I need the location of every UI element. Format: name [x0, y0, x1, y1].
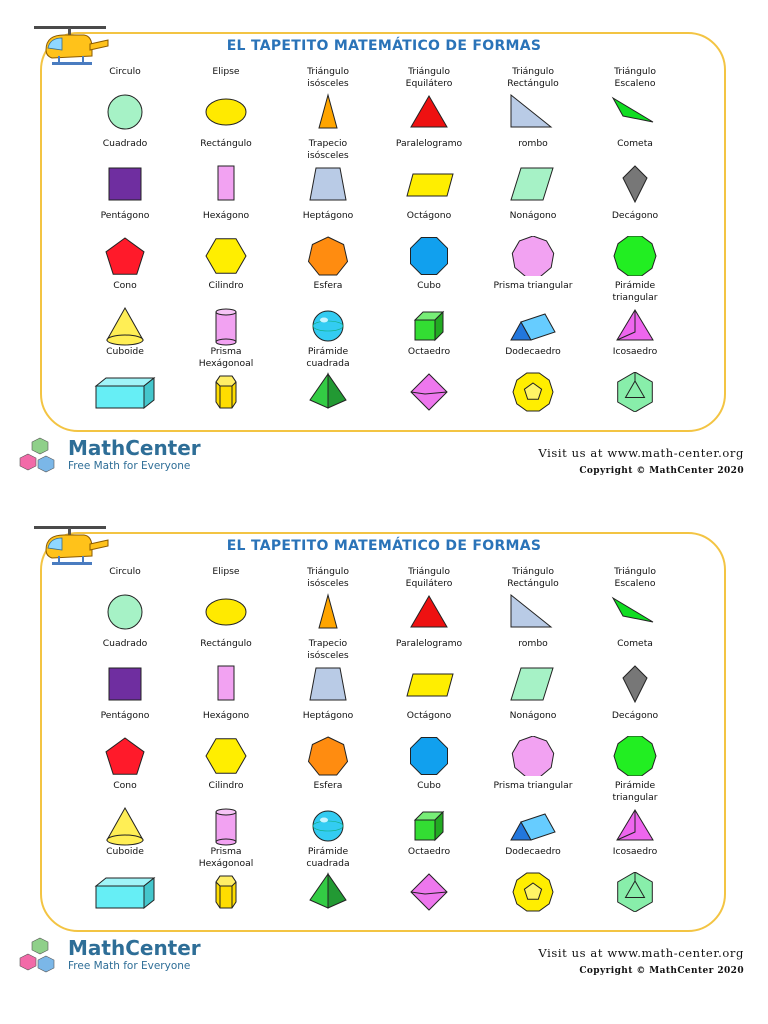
shape-label: Cuadrado — [102, 138, 148, 149]
shape-label: Octaedro — [407, 346, 451, 357]
shape-label: Icosaedro — [612, 846, 658, 857]
shape-label: Paralelogramo — [395, 138, 463, 149]
shape-label: Octágono — [406, 210, 452, 221]
shape-label: rombo — [518, 138, 548, 149]
shape-label: Dodecaedro — [505, 346, 561, 357]
shape-cell-cono — [70, 780, 180, 846]
shape-label: Pentágono — [100, 710, 150, 721]
dodecahedron-icon — [511, 372, 555, 412]
shape-label: Cono — [113, 280, 137, 291]
brand-name: MathCenter — [68, 436, 201, 460]
shape-cell-triangulo-rectangulo — [478, 566, 588, 632]
shape-label: Hexágono — [202, 210, 250, 221]
shape-label: Nonágono — [509, 710, 557, 721]
shape-cell-decagono — [580, 210, 690, 276]
shape-cell-triangulo-equilatero — [374, 566, 484, 632]
shape-cell-triangulo-isosceles — [273, 566, 383, 632]
shape-label: Decágono — [611, 710, 659, 721]
shape-cell-cuadrado — [70, 138, 180, 204]
shape-cell-triangulo-equilatero — [374, 66, 484, 132]
trapezoid-icon — [306, 664, 350, 704]
parallelogram-icon — [403, 664, 455, 704]
sphere-icon — [306, 306, 350, 346]
right-triangle-icon — [507, 592, 559, 632]
shape-cell-cubo — [374, 780, 484, 846]
shape-cell-piramide-triangular — [580, 280, 690, 346]
worksheet-top — [0, 0, 768, 500]
shape-cell-cometa — [580, 638, 690, 704]
shape-cell-triangulo-escaleno — [580, 566, 690, 632]
square-pyramid-icon — [306, 372, 350, 412]
shape-cell-dodecaedro — [478, 346, 588, 412]
shape-label: Elipse — [212, 566, 240, 577]
shape-label: Esfera — [313, 280, 343, 291]
page-title: EL TAPETITO MATEMÁTICO DE FORMAS — [226, 538, 542, 554]
triangular-pyramid-icon — [613, 806, 657, 846]
shape-cell-piramide-cuadrada — [273, 846, 383, 912]
shape-label: Circulo — [109, 66, 141, 77]
shape-label: Cono — [113, 780, 137, 791]
octahedron-icon — [407, 872, 451, 912]
shape-label: Triángulo isósceles — [307, 566, 349, 589]
hexagonal-prism-icon — [204, 872, 248, 912]
shape-label: Octaedro — [407, 846, 451, 857]
worksheet-bottom — [0, 500, 768, 1000]
dice-logo-icon — [18, 936, 62, 976]
pentagon-icon — [103, 236, 147, 276]
parallelogram-icon — [403, 164, 455, 204]
heptagon-icon — [306, 236, 350, 276]
equilateral-triangle-icon — [407, 592, 451, 632]
rhombus-icon — [507, 664, 559, 704]
shape-cell-cuadrado — [70, 638, 180, 704]
shape-label: Circulo — [109, 566, 141, 577]
dodecahedron-icon — [511, 872, 555, 912]
shape-cell-elipse — [171, 66, 281, 132]
shape-label: Icosaedro — [612, 346, 658, 357]
shape-cell-rombo — [478, 138, 588, 204]
shape-cell-rombo — [478, 638, 588, 704]
shape-label: Cuboide — [106, 846, 144, 857]
shape-label: Pirámide triangular — [612, 280, 658, 303]
shape-label: Prisma triangular — [493, 280, 573, 291]
nonagon-icon — [511, 236, 555, 276]
shape-label: Heptágono — [302, 710, 354, 721]
shape-cell-hexagono — [171, 210, 281, 276]
sphere-icon — [306, 806, 350, 846]
shape-cell-prisma-triangular — [478, 780, 588, 846]
rectangle-icon — [204, 164, 248, 204]
shape-cell-cuboide — [70, 846, 180, 912]
brand-name: MathCenter — [68, 936, 201, 960]
hexagonal-prism-icon — [204, 372, 248, 412]
shape-cell-cuboide — [70, 346, 180, 412]
copyright: Copyright © MathCenter 2020 — [579, 966, 744, 976]
shape-cell-heptagono — [273, 710, 383, 776]
dice-logo-icon — [18, 436, 62, 476]
shape-label: Cuadrado — [102, 638, 148, 649]
shape-label: Cubo — [417, 280, 441, 291]
rectangle-icon — [204, 664, 248, 704]
shape-cell-circulo — [70, 566, 180, 632]
shape-label: Dodecaedro — [505, 846, 561, 857]
shape-label: Cometa — [617, 138, 653, 149]
ellipse-icon — [204, 92, 248, 132]
shape-cell-nonagono — [478, 710, 588, 776]
shape-cell-cilindro — [171, 780, 281, 846]
circle-icon — [103, 592, 147, 632]
shape-cell-prisma-hexagonal — [171, 846, 281, 912]
nonagon-icon — [511, 736, 555, 776]
shape-cell-icosaedro — [580, 346, 690, 412]
copyright: Copyright © MathCenter 2020 — [579, 466, 744, 476]
cylinder-icon — [204, 306, 248, 346]
shape-cell-rectangulo — [171, 138, 281, 204]
shape-label: Triángulo Equilátero — [405, 566, 453, 589]
shape-label: Cilindro — [208, 280, 244, 291]
cube-icon — [407, 806, 451, 846]
cuboid-icon — [92, 372, 158, 412]
shape-label: Triángulo Equilátero — [405, 66, 453, 89]
ellipse-icon — [204, 592, 248, 632]
shape-cell-dodecaedro — [478, 846, 588, 912]
shape-label: Paralelogramo — [395, 638, 463, 649]
right-triangle-icon — [507, 92, 559, 132]
shape-cell-circulo — [70, 66, 180, 132]
cone-icon — [103, 806, 147, 846]
octagon-icon — [407, 736, 451, 776]
shape-cell-esfera — [273, 780, 383, 846]
shape-cell-triangulo-rectangulo — [478, 66, 588, 132]
square-icon — [103, 664, 147, 704]
shape-label: Rectángulo — [200, 638, 252, 649]
shape-label: Trapecio isósceles — [307, 638, 349, 661]
rhombus-icon — [507, 164, 559, 204]
shape-label: Pirámide cuadrada — [306, 846, 350, 869]
shape-cell-esfera — [273, 280, 383, 346]
hexagon-icon — [204, 736, 248, 776]
cube-icon — [407, 306, 451, 346]
isosceles-triangle-icon — [306, 592, 350, 632]
shape-cell-prisma-triangular — [478, 280, 588, 346]
brand-tagline: Free Math for Everyone — [68, 960, 191, 972]
shape-label: Trapecio isósceles — [307, 138, 349, 161]
shape-cell-triangulo-escaleno — [580, 66, 690, 132]
shape-cell-piramide-cuadrada — [273, 346, 383, 412]
shape-label: Pirámide triangular — [612, 780, 658, 803]
shape-cell-decagono — [580, 710, 690, 776]
shape-label: Cuboide — [106, 346, 144, 357]
shape-cell-pentagono — [70, 210, 180, 276]
shape-label: Hexágono — [202, 710, 250, 721]
shape-cell-heptagono — [273, 210, 383, 276]
octahedron-icon — [407, 372, 451, 412]
equilateral-triangle-icon — [407, 92, 451, 132]
shape-label: Cilindro — [208, 780, 244, 791]
shape-label: Pirámide cuadrada — [306, 346, 350, 369]
triangular-pyramid-icon — [613, 306, 657, 346]
shape-cell-piramide-triangular — [580, 780, 690, 846]
scalene-triangle-icon — [609, 592, 661, 632]
shape-label: Cometa — [617, 638, 653, 649]
visit-link[interactable]: Visit us at www.math-center.org — [538, 446, 744, 460]
triangular-prism-icon — [507, 806, 559, 846]
shape-cell-prisma-hexagonal — [171, 346, 281, 412]
brand-tagline: Free Math for Everyone — [68, 460, 191, 472]
decagon-icon — [613, 236, 657, 276]
hexagon-icon — [204, 236, 248, 276]
kite-icon — [613, 164, 657, 204]
shape-cell-paralelogramo — [374, 138, 484, 204]
kite-icon — [613, 664, 657, 704]
shape-cell-octagono — [374, 210, 484, 276]
trapezoid-icon — [306, 164, 350, 204]
triangular-prism-icon — [507, 306, 559, 346]
shape-cell-paralelogramo — [374, 638, 484, 704]
shape-cell-trapecio-isosceles — [273, 638, 383, 704]
shape-label: Decágono — [611, 210, 659, 221]
isosceles-triangle-icon — [306, 92, 350, 132]
cuboid-icon — [92, 872, 158, 912]
shape-cell-octagono — [374, 710, 484, 776]
shape-cell-pentagono — [70, 710, 180, 776]
page-title: EL TAPETITO MATEMÁTICO DE FORMAS — [226, 38, 542, 54]
cylinder-icon — [204, 806, 248, 846]
shape-label: Triángulo isósceles — [307, 66, 349, 89]
shape-label: Triángulo Rectángulo — [507, 566, 559, 589]
shape-label: Cubo — [417, 780, 441, 791]
shape-label: rombo — [518, 638, 548, 649]
icosahedron-icon — [613, 872, 657, 912]
shape-cell-octaedro — [374, 346, 484, 412]
visit-link[interactable]: Visit us at www.math-center.org — [538, 946, 744, 960]
shape-cell-nonagono — [478, 210, 588, 276]
scalene-triangle-icon — [609, 92, 661, 132]
shape-cell-cono — [70, 280, 180, 346]
shape-cell-hexagono — [171, 710, 281, 776]
decagon-icon — [613, 736, 657, 776]
shape-label: Prisma Hexágonoal — [198, 346, 254, 369]
icosahedron-icon — [613, 372, 657, 412]
shape-cell-elipse — [171, 566, 281, 632]
square-icon — [103, 164, 147, 204]
mathcenter-logo — [18, 436, 218, 476]
shape-label: Triángulo Escaleno — [614, 566, 656, 589]
shape-cell-octaedro — [374, 846, 484, 912]
shape-label: Prisma Hexágonoal — [198, 846, 254, 869]
pentagon-icon — [103, 736, 147, 776]
cone-icon — [103, 306, 147, 346]
shape-cell-cometa — [580, 138, 690, 204]
shape-label: Rectángulo — [200, 138, 252, 149]
heptagon-icon — [306, 736, 350, 776]
octagon-icon — [407, 236, 451, 276]
circle-icon — [103, 92, 147, 132]
shape-cell-icosaedro — [580, 846, 690, 912]
shape-label: Triángulo Rectángulo — [507, 66, 559, 89]
shape-cell-rectangulo — [171, 638, 281, 704]
shape-label: Prisma triangular — [493, 780, 573, 791]
shape-label: Pentágono — [100, 210, 150, 221]
mathcenter-logo — [18, 936, 218, 976]
shape-label: Esfera — [313, 780, 343, 791]
shape-label: Nonágono — [509, 210, 557, 221]
shape-cell-cilindro — [171, 280, 281, 346]
shape-label: Octágono — [406, 710, 452, 721]
shape-label: Elipse — [212, 66, 240, 77]
square-pyramid-icon — [306, 872, 350, 912]
shape-label: Triángulo Escaleno — [614, 66, 656, 89]
shape-cell-cubo — [374, 280, 484, 346]
shape-cell-triangulo-isosceles — [273, 66, 383, 132]
shape-cell-trapecio-isosceles — [273, 138, 383, 204]
shape-label: Heptágono — [302, 210, 354, 221]
